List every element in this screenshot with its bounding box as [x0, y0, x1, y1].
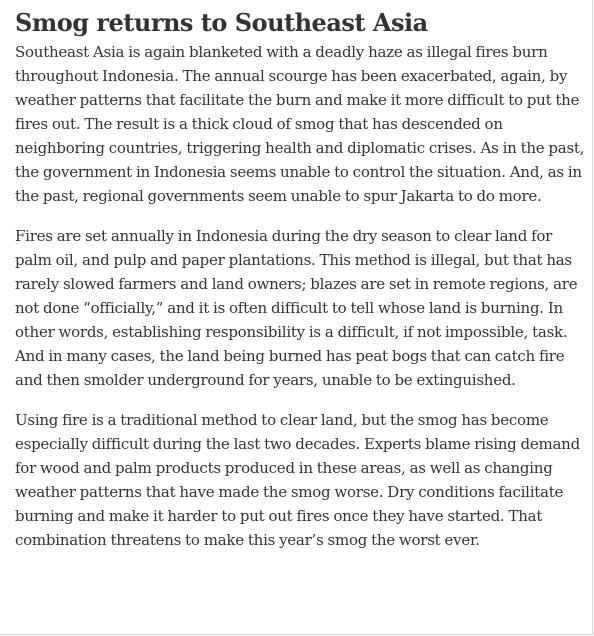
article-title: Smog returns to Southeast Asia [15, 8, 428, 37]
article-paragraph-2: Fires are set annually in Indonesia during the dry season to clear land for palm oil, and pulp and paper plantations. This method is illegal, but that has rarely slowed farmers and land owners; blazes are set in remote regions, are not done “officially,” and it is often difficult to tell whose land is burning. In other words, establishing responsibility is a difficult, if not impossible, task. And in many cases, the land being burned has peat bogs that can catch fire and then smolder underground for years, unable to be extinguished. [15, 227, 578, 389]
article-paragraph-3: Using fire is a traditional method to clear land, but the smog has become especially difficult during the last two decades. Experts blame rising demand for wood and palm products produced in these areas, as well as changing weather patterns that have made the smog worse. Dry conditions facilitate burning and make it harder to put out fires once they have started. That combination threatens to make this year’s smog the worst ever. [15, 411, 580, 549]
article-paragraph-1: Southeast Asia is again blanketed with a deadly haze as illegal fires burn throughout Indonesia. The annual scourge has been exacerbated, again, by weather patterns that facilitate the burn and make it more difficult to put the fires out. The result is a thick cloud of smog that has descended on neighboring countries, triggering health and diplomatic crises. As in the past, the government in Indonesia seems unable to control the situation. And, as in the past, regional governments seem unable to spur Jakarta to do more. [15, 43, 585, 205]
article [15, 6, 589, 568]
